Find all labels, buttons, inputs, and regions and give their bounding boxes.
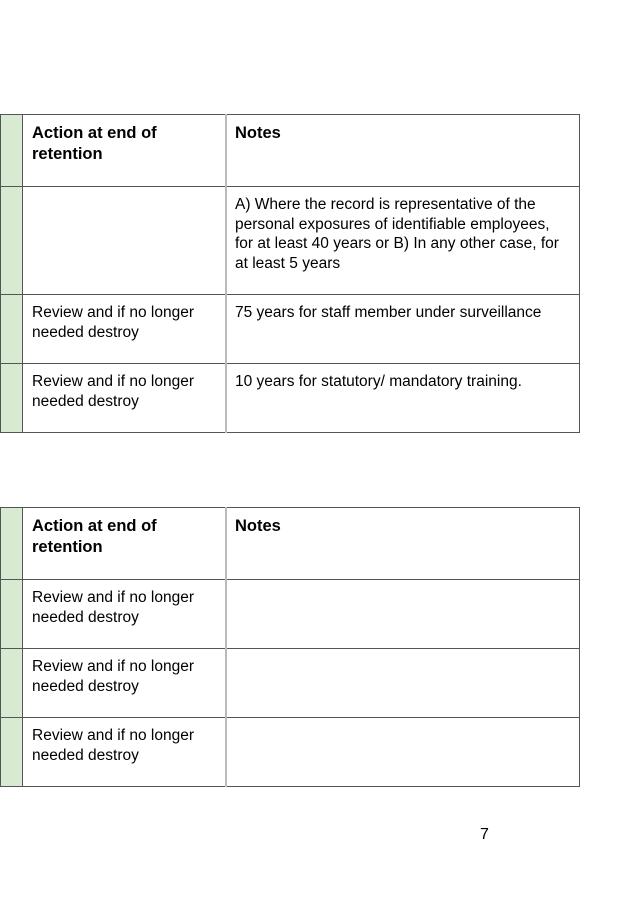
stub-cell: [1, 364, 23, 433]
stub-cell: [1, 649, 23, 718]
stub-cell: [1, 115, 23, 187]
notes-cell: [226, 649, 580, 718]
retention-table-1: [0, 114, 580, 433]
action-cell: Review and if no longer needed destroy: [23, 364, 227, 433]
action-cell: Review and if no longer needed destroy: [23, 580, 227, 649]
notes-cell: [226, 718, 580, 787]
notes-cell: [226, 580, 580, 649]
table-row: [1, 187, 580, 295]
table-row: [1, 295, 580, 364]
table-row: [1, 649, 580, 718]
header-notes: Notes: [226, 508, 580, 580]
stub-cell: [1, 295, 23, 364]
action-cell: Review and if no longer needed destroy: [23, 718, 227, 787]
table-row: [1, 718, 580, 787]
stub-cell: [1, 718, 23, 787]
table-header-row: [1, 508, 580, 580]
stub-cell: [1, 187, 23, 295]
table-header-row: [1, 115, 580, 187]
table-row: [1, 364, 580, 433]
action-cell: Review and if no longer needed destroy: [23, 295, 227, 364]
header-action: Action at end of retention: [23, 508, 227, 580]
stub-cell: [1, 580, 23, 649]
stub-cell: [1, 508, 23, 580]
retention-table-2: [0, 507, 580, 787]
action-cell: Review and if no longer needed destroy: [23, 649, 227, 718]
table-row: [1, 580, 580, 649]
action-cell: [23, 187, 227, 295]
page-number: 7: [480, 826, 489, 843]
header-notes: Notes: [226, 115, 580, 187]
notes-cell: A) Where the record is representative of the personal exposures of identifiable employees, for at least 40 years or B) In any other case, for at least 5 years: [226, 187, 580, 295]
notes-cell: 10 years for statutory/ mandatory training.: [226, 364, 580, 433]
notes-cell: 75 years for staff member under surveillance: [226, 295, 580, 364]
header-action: Action at end of retention: [23, 115, 227, 187]
